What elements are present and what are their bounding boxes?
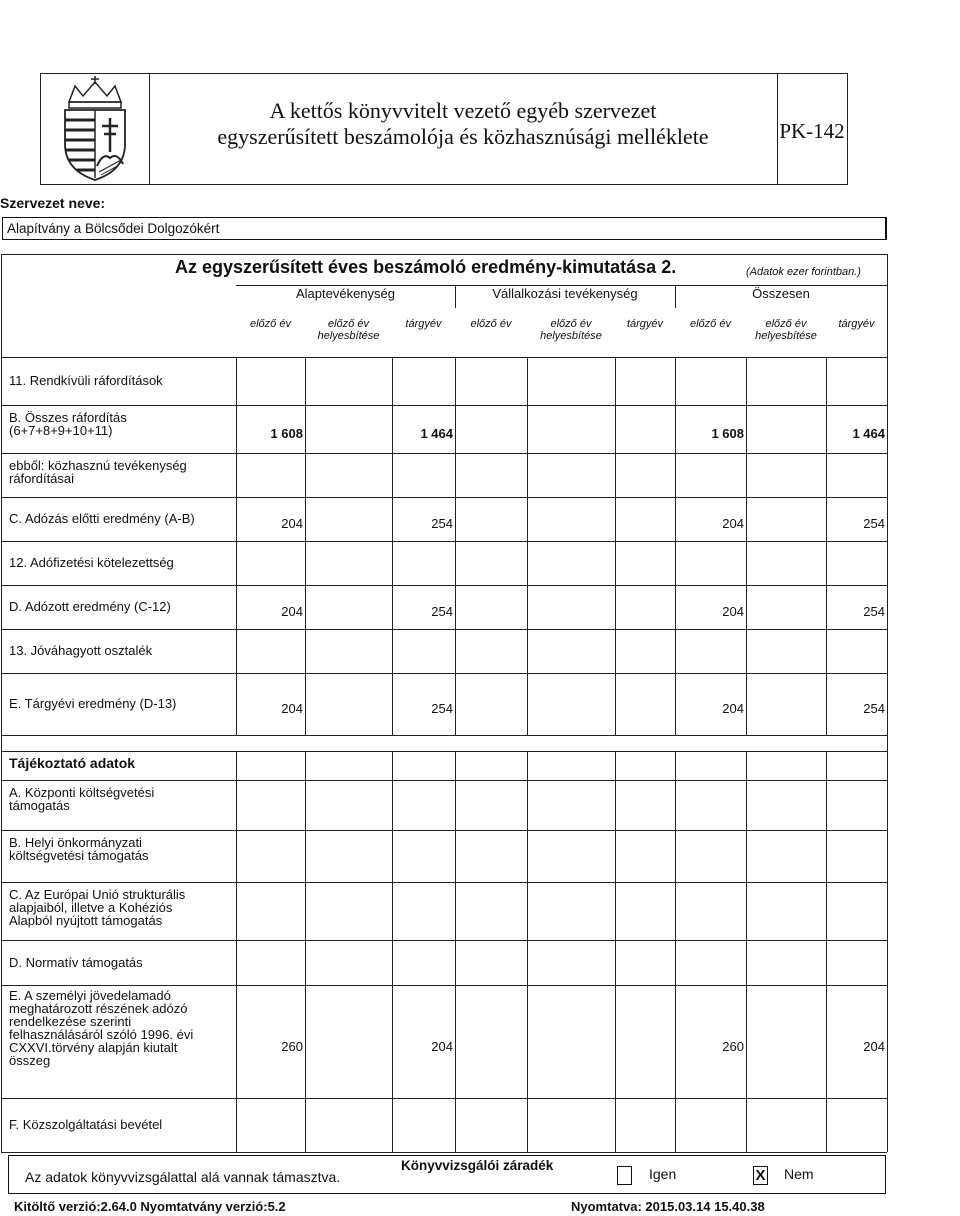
subcolumn-header-prev — [236, 318, 305, 330]
subcolumn-header-curr — [392, 318, 455, 330]
subcolumn-header-text: előző év — [470, 318, 512, 330]
statement-row-column-line — [615, 673, 616, 735]
info-row-column-line — [392, 830, 393, 882]
statement-row-column-line — [527, 405, 528, 453]
table-left-border — [1, 254, 2, 1152]
info-row-column-line — [527, 830, 528, 882]
statement-row-label — [9, 644, 152, 657]
row-label-line: felhasználásáról szóló 1996. évi — [9, 1027, 194, 1042]
info-heading-column-line — [527, 751, 528, 780]
statement-row-column-line — [675, 453, 676, 497]
statement-row-column-line — [455, 541, 456, 585]
subcolumn-header-curr — [615, 318, 675, 330]
statement-row-column-line — [675, 629, 676, 673]
statement-row-column-line — [527, 453, 528, 497]
subcolumn-header-text: tárgyév — [405, 318, 442, 330]
info-row-label — [9, 956, 143, 969]
statement-row-column-line — [746, 629, 747, 673]
statement-row-value-cell[interactable]: 204 — [281, 701, 303, 716]
print-timestamp: Nyomtatva: 2015.03.14 15.40.38 — [571, 1199, 765, 1214]
statement-row-column-line — [826, 541, 827, 585]
subcolumn-header-text: előző év — [328, 318, 369, 330]
subcolumn-header-text: előző év — [550, 318, 592, 330]
report-title: Az egyszerűsített éves beszámoló eredmény-kimutatása 2. — [175, 257, 677, 277]
info-row-column-line — [615, 780, 616, 830]
statement-row-column-line — [455, 629, 456, 673]
group-header-core: Alaptevékenység — [295, 286, 395, 301]
statement-row-value-cell[interactable]: 254 — [863, 516, 885, 531]
info-row-column-line — [826, 830, 827, 882]
info-row-column-line — [746, 882, 747, 940]
info-row-column-line — [826, 882, 827, 940]
subcolumn-header-text: tárgyév — [838, 318, 875, 330]
info-row-column-line — [455, 830, 456, 882]
statement-row-value-cell[interactable]: 1 464 — [420, 426, 453, 441]
table-right-border — [887, 254, 888, 1152]
audit-no-checkbox[interactable]: X — [753, 1166, 768, 1185]
info-row-column-line — [392, 1098, 393, 1152]
organization-label: Szervezet neve: — [0, 195, 106, 211]
group-header-total: Összesen — [752, 286, 810, 301]
info-row-value-cell[interactable]: 260 — [281, 1039, 303, 1054]
info-row-bottom-line — [1, 1098, 887, 1099]
subcolumn-header-corr — [746, 318, 826, 342]
info-row-column-line — [455, 882, 456, 940]
subcolumn-header-text: helyesbítése — [540, 330, 602, 342]
statement-row-column-line — [746, 453, 747, 497]
info-row-column-line — [305, 830, 306, 882]
form-title-line1: A kettős könyvvitelt vezető egyéb szervezet — [269, 98, 657, 123]
statement-row-value-cell[interactable]: 204 — [281, 516, 303, 531]
statement-row-bottom-line — [1, 673, 887, 674]
info-row-column-line — [675, 780, 676, 830]
info-heading-column-line — [455, 751, 456, 780]
statement-row-label — [9, 374, 163, 387]
info-row-column-line — [675, 830, 676, 882]
info-row-column-line — [455, 780, 456, 830]
statement-row-bottom-line — [1, 735, 887, 736]
statement-row-bottom-line — [1, 497, 887, 498]
subcolumn-header-prev — [455, 318, 527, 330]
info-row-value-cell[interactable]: 260 — [722, 1039, 744, 1054]
info-heading-column-line — [236, 751, 237, 780]
statement-row-column-line — [236, 629, 237, 673]
info-row-column-line — [615, 940, 616, 985]
statement-row-column-line — [236, 453, 237, 497]
info-row-column-line — [746, 985, 747, 1098]
statement-row-column-line — [746, 673, 747, 735]
info-row-column-line — [455, 1098, 456, 1152]
statement-row-column-line — [746, 541, 747, 585]
statement-row-column-line — [826, 453, 827, 497]
info-row-column-line — [236, 830, 237, 882]
subcolumn-header-text: előző év — [250, 318, 291, 330]
row-label-line: E. Tárgyévi eredmény (D-13) — [9, 696, 177, 711]
statement-row-value-cell[interactable]: 204 — [281, 604, 303, 619]
row-label-line: összeg — [9, 1053, 51, 1068]
info-row-column-line — [826, 780, 827, 830]
statement-row-value-cell[interactable]: 254 — [431, 516, 453, 531]
info-row-label — [9, 1118, 162, 1131]
statement-row-column-line — [527, 541, 528, 585]
row-label-line: D. Normatív támogatás — [9, 955, 143, 970]
version-info: Kitöltő verzió:2.64.0 Nyomtatvány verzió:5.2 — [14, 1199, 286, 1214]
info-row-value-cell[interactable]: 204 — [863, 1039, 885, 1054]
statement-row-label — [9, 459, 187, 485]
info-row-bottom-line — [1, 882, 887, 883]
statement-row-label — [9, 697, 176, 710]
info-row-column-line — [615, 882, 616, 940]
row-label-line: F. Közszolgáltatási bevétel — [9, 1117, 163, 1132]
statement-row-column-line — [615, 629, 616, 673]
info-row-column-line — [455, 940, 456, 985]
statement-row-column-line — [527, 585, 528, 629]
info-row-column-line — [826, 940, 827, 985]
subcolumn-header-text: előző év — [765, 318, 807, 330]
info-row-column-line — [455, 985, 456, 1098]
info-row-column-line — [527, 882, 528, 940]
row-label-line: költségvetési támogatás — [9, 848, 149, 863]
info-row-column-line — [392, 882, 393, 940]
info-row-column-line — [675, 1098, 676, 1152]
info-heading-line — [1, 751, 887, 752]
statement-row-column-line — [675, 541, 676, 585]
info-row-column-line — [236, 940, 237, 985]
audit-clause-title: Könyvvizsgálói záradék — [401, 1158, 554, 1173]
statement-row-column-line — [615, 497, 616, 541]
statement-row-column-line — [455, 497, 456, 541]
statement-row-label — [9, 512, 195, 525]
subcolumn-header-text: előző év — [690, 318, 731, 330]
info-row-label — [9, 888, 185, 927]
info-heading-column-line — [826, 751, 827, 780]
statement-row-value-cell[interactable]: 204 — [722, 604, 744, 619]
statement-row-column-line — [746, 497, 747, 541]
statement-row-bottom-line — [1, 629, 887, 630]
subcolumn-header-text: tárgyév — [626, 318, 664, 330]
info-row-column-line — [527, 1098, 528, 1152]
row-label-line: 13. Jóváhagyott osztalék — [9, 643, 153, 658]
statement-row-label — [9, 411, 127, 437]
row-label-line: A. Központi költségvetési — [9, 785, 155, 800]
statement-row-bottom-line — [1, 541, 887, 542]
info-row-column-line — [305, 1098, 306, 1152]
info-row-label — [9, 836, 148, 862]
group-divider — [675, 285, 676, 308]
row-label-line: ráfordításai — [9, 471, 75, 486]
statement-row-bottom-line — [1, 453, 887, 454]
row-label-line: 11. Rendkívüli ráfordítások — [9, 373, 163, 388]
statement-row-column-line — [455, 357, 456, 405]
statement-row-column-line — [615, 405, 616, 453]
unit-note: (Adatok ezer forintban.) — [746, 266, 861, 278]
row-label-line: támogatás — [9, 798, 70, 813]
form-header — [40, 73, 848, 185]
statement-row-value-cell[interactable]: 1 608 — [270, 426, 303, 441]
statement-row-column-line — [305, 673, 306, 735]
info-row-column-line — [675, 940, 676, 985]
statement-row-label — [9, 556, 174, 569]
audit-no-label: Nem — [784, 1166, 814, 1182]
statement-row-bottom-line — [1, 405, 887, 406]
form-code-box — [777, 74, 847, 184]
audit-yes-checkbox[interactable] — [617, 1166, 632, 1185]
group-header-business: Vállalkozási tevékenység — [492, 286, 638, 301]
row-label-line: D. Adózott eredmény (C-12) — [9, 599, 171, 614]
row-label-line: C. Az Európai Unió strukturális — [9, 887, 186, 902]
statement-row-column-line — [826, 629, 827, 673]
info-row-column-line — [527, 985, 528, 1098]
statement-row-column-line — [527, 357, 528, 405]
info-heading-column-line — [746, 751, 747, 780]
info-row-bottom-line — [1, 830, 887, 831]
info-row-label — [9, 786, 154, 812]
statement-row-value-cell[interactable]: 204 — [722, 516, 744, 531]
info-row-column-line — [527, 940, 528, 985]
info-row-label — [9, 989, 193, 1067]
statement-row-column-line — [455, 585, 456, 629]
hungarian-coat-of-arms-icon — [41, 74, 149, 184]
statement-row-column-line — [615, 357, 616, 405]
statement-row-column-line — [527, 497, 528, 541]
audit-statement: Az adatok könyvvizsgálattal alá vannak támasztva. — [25, 1169, 341, 1185]
row-label-line: CXXVI.törvény alapján kiutalt — [9, 1040, 178, 1055]
statement-row-bottom-line — [1, 585, 887, 586]
info-heading-column-line — [392, 751, 393, 780]
row-label-line: rendelkezése szerinti — [9, 1014, 132, 1029]
info-row-column-line — [392, 780, 393, 830]
statement-row-column-line — [236, 541, 237, 585]
statement-row-column-line — [615, 541, 616, 585]
statement-row-column-line — [305, 453, 306, 497]
info-heading-bottom-line — [1, 780, 887, 781]
info-row-column-line — [305, 940, 306, 985]
info-heading: Tájékoztató adatok — [9, 755, 136, 771]
info-row-bottom-line — [1, 1152, 887, 1153]
statement-row-column-line — [675, 357, 676, 405]
statement-row-column-line — [746, 585, 747, 629]
row-label-line: E. A személyi jövedelamadó — [9, 988, 171, 1003]
row-label-line: ebből: közhasznú tevékenység — [9, 458, 187, 473]
row-label-line: 12. Adófizetési kötelezettség — [9, 555, 174, 570]
statement-row-column-line — [236, 357, 237, 405]
subcolumn-header-text: helyesbítése — [317, 330, 380, 342]
statement-row-column-line — [527, 629, 528, 673]
statement-row-value-cell[interactable]: 1 608 — [711, 426, 744, 441]
statement-row-value-cell[interactable]: 254 — [431, 604, 453, 619]
info-row-column-line — [527, 780, 528, 830]
column-header-bottom — [1, 357, 887, 358]
subcolumn-header-text: helyesbítése — [755, 330, 817, 342]
statement-row-column-line — [615, 453, 616, 497]
statement-row-column-line — [527, 673, 528, 735]
statement-row-column-line — [392, 629, 393, 673]
info-row-column-line — [236, 1098, 237, 1152]
statement-row-column-line — [615, 585, 616, 629]
statement-row-column-line — [455, 405, 456, 453]
info-row-column-line — [305, 882, 306, 940]
info-row-column-line — [305, 985, 306, 1098]
coat-of-arms-box — [41, 74, 150, 184]
statement-row-column-line — [826, 357, 827, 405]
info-heading-column-line — [305, 751, 306, 780]
subcolumn-header-corr — [527, 318, 615, 342]
statement-row-value-cell[interactable]: 254 — [863, 701, 885, 716]
audit-footer — [8, 1155, 886, 1194]
statement-row-column-line — [305, 497, 306, 541]
organization-name-field[interactable] — [2, 217, 887, 240]
group-divider — [455, 285, 456, 308]
statement-row-column-line — [746, 405, 747, 453]
statement-row-value-cell[interactable]: 254 — [431, 701, 453, 716]
statement-row-column-line — [455, 673, 456, 735]
statement-row-value-cell[interactable]: 204 — [722, 701, 744, 716]
row-label-line: (6+7+8+9+10+11) — [9, 423, 113, 438]
statement-row-column-line — [455, 453, 456, 497]
statement-row-column-line — [305, 629, 306, 673]
row-label-line: meghatározott részének adózó — [9, 1001, 188, 1016]
form-title-box — [149, 74, 778, 184]
subcolumn-header-corr — [305, 318, 392, 342]
row-label-line: B. Helyi önkormányzati — [9, 835, 142, 850]
audit-yes-label: Igen — [649, 1166, 677, 1182]
info-row-column-line — [746, 780, 747, 830]
statement-row-column-line — [392, 541, 393, 585]
info-row-bottom-line — [1, 940, 887, 941]
organization-name-value: Alapítvány a Bölcsődei Dolgozókért — [7, 221, 220, 236]
info-row-column-line — [746, 1098, 747, 1152]
info-heading-column-line — [615, 751, 616, 780]
form-title-line2: egyszerűsített beszámolója és közhasznúsági melléklete — [217, 124, 709, 149]
statement-row-value-cell[interactable]: 254 — [863, 604, 885, 619]
info-row-column-line — [236, 882, 237, 940]
subcolumn-header-curr — [826, 318, 887, 330]
info-row-column-line — [615, 985, 616, 1098]
statement-row-column-line — [305, 405, 306, 453]
row-label-line: C. Adózás előtti eredmény (A-B) — [9, 511, 195, 526]
info-row-column-line — [615, 1098, 616, 1152]
info-row-column-line — [746, 830, 747, 882]
statement-row-column-line — [305, 541, 306, 585]
group-header-line — [236, 285, 887, 286]
info-row-column-line — [305, 780, 306, 830]
info-row-column-line — [615, 830, 616, 882]
row-label-line: Alapból nyújtott támogatás — [9, 913, 163, 928]
subcolumn-header-prev — [675, 318, 746, 330]
form-code: PK-142 — [779, 119, 845, 143]
row-label-line: B. Összes ráfordítás — [9, 410, 127, 425]
statement-row-value-cell[interactable]: 1 464 — [852, 426, 885, 441]
info-heading-column-line — [675, 751, 676, 780]
statement-row-label — [9, 600, 171, 613]
statement-row-column-line — [305, 357, 306, 405]
statement-row-column-line — [392, 453, 393, 497]
info-row-column-line — [675, 882, 676, 940]
info-row-bottom-line — [1, 985, 887, 986]
statement-row-column-line — [392, 357, 393, 405]
statement-row-column-line — [746, 357, 747, 405]
info-row-column-line — [826, 1098, 827, 1152]
row-label-line: alapjaiból, illetve a Kohéziós — [9, 900, 173, 915]
info-row-column-line — [392, 940, 393, 985]
info-row-value-cell[interactable]: 204 — [431, 1039, 453, 1054]
info-row-column-line — [236, 780, 237, 830]
statement-row-column-line — [305, 585, 306, 629]
info-row-column-line — [746, 940, 747, 985]
table-top-border — [1, 254, 887, 255]
